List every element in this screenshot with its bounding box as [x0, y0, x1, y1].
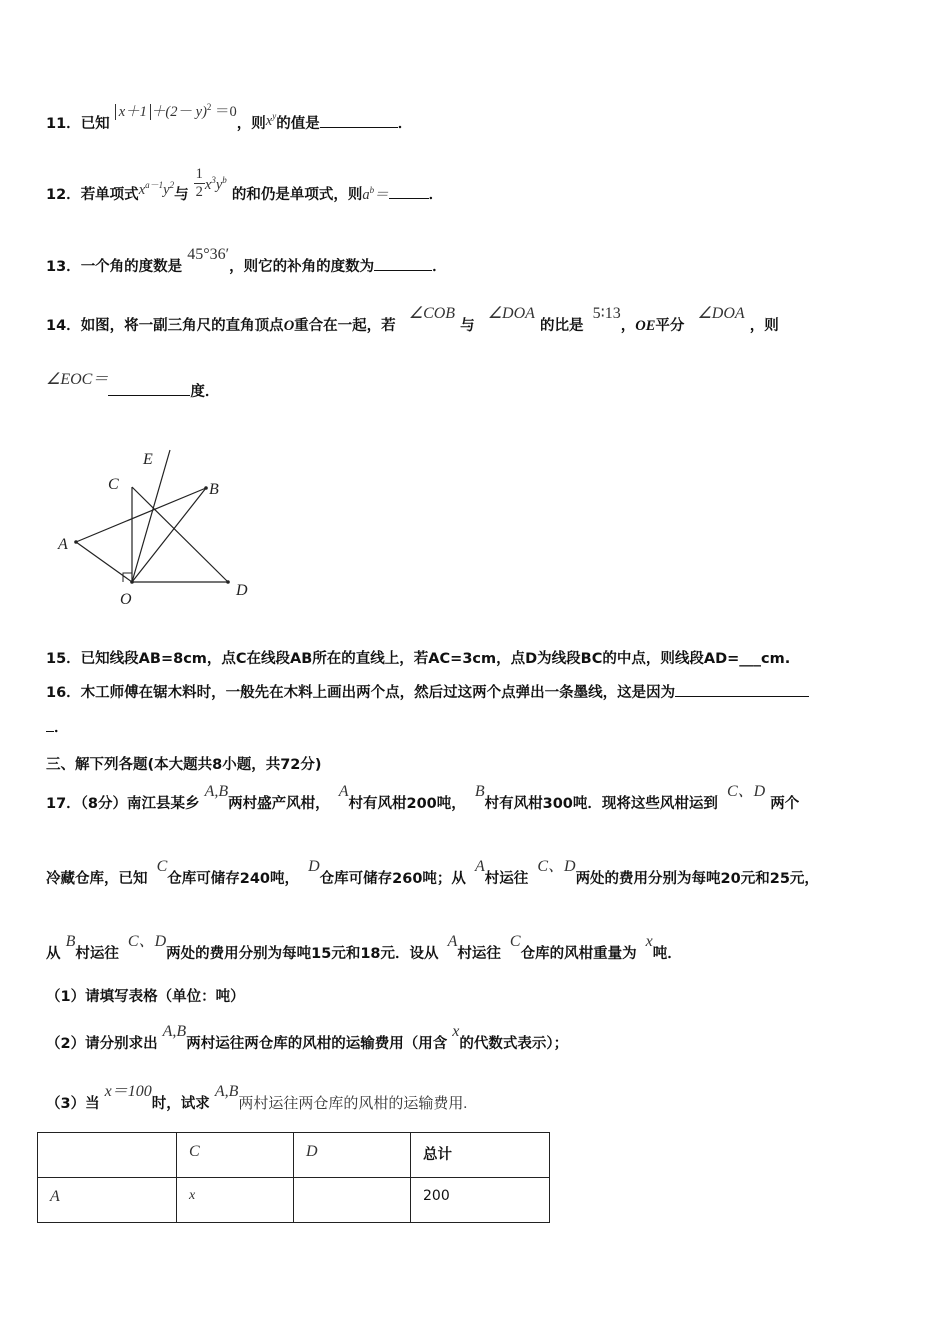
abs-expression: x＋1 [115, 104, 151, 120]
label-e: E [143, 451, 153, 468]
answer-blank[interactable] [46, 717, 54, 732]
question-text: 两处的费用分别为每吨20元和25元， [575, 871, 819, 887]
question-17-line2 [46, 858, 819, 888]
table-cell-a-total: 200 [411, 1178, 550, 1223]
warehouse-c: C [156, 858, 168, 875]
table-cell-ad[interactable] [294, 1178, 411, 1223]
point-d [226, 580, 230, 584]
question-text: 一个角的度数是 [80, 259, 183, 275]
question-text: 已知 [80, 116, 110, 132]
villages-ab: A,B [162, 1023, 187, 1040]
village-a: A [338, 783, 349, 800]
table-row [38, 1178, 550, 1223]
warehouse-c: C [509, 933, 521, 950]
question-17-part-1: （1）请填写表格（单位：吨） [46, 989, 245, 1005]
exponent: a－1 [145, 180, 164, 191]
ratio-value: 5∶13 [592, 305, 621, 322]
question-text: 两处的费用分别为每吨15元和18元．设从 [166, 946, 439, 962]
monomial-1 [139, 182, 174, 198]
warehouses-cd: C、D [537, 858, 576, 875]
question-text: 吨． [652, 946, 682, 962]
base: x [138, 182, 146, 198]
question-16-line2 [46, 716, 69, 737]
question-14-line2 [46, 371, 220, 401]
question-16 [46, 681, 809, 702]
punctuation: ， [620, 318, 636, 334]
question-text: （3）当 [46, 1096, 100, 1112]
expression-part: ＝0 [211, 104, 237, 120]
question-number: 12． [46, 187, 81, 203]
geometry-figure [50, 442, 270, 617]
village-a: A [474, 858, 485, 875]
question-text: 如图，将一副三角尺的直角顶点 [80, 318, 284, 334]
question-text: 重合在一起，若 [294, 318, 396, 334]
angle-eoc: ∠EOC＝ [46, 371, 109, 388]
ray-oe: OE [635, 318, 656, 334]
village-b: B [65, 933, 76, 950]
question-text: 仓库的风柑重量为 [520, 946, 637, 962]
label-a: A [58, 536, 68, 553]
segment-ob [132, 488, 206, 582]
question-text: 若单项式 [80, 187, 139, 203]
point-b [204, 486, 208, 490]
question-text: 村有风柑200吨， [348, 796, 466, 812]
village-a: A [447, 933, 458, 950]
question-17-part-3 [46, 1083, 468, 1113]
question-text: 时，试求 [151, 1096, 210, 1112]
label-d: D [236, 582, 248, 599]
label-o: O [120, 591, 132, 608]
exponent: 3 [211, 175, 216, 186]
question-text: 两村盛产风柑， [228, 796, 330, 812]
question-text: 与 [460, 318, 475, 334]
question-text: 与 [174, 187, 189, 203]
table-row-label-a: A [38, 1178, 177, 1223]
equation [115, 104, 237, 120]
answer-table [37, 1132, 550, 1223]
question-text: 从 [46, 946, 61, 962]
villages-ab: A,B [204, 783, 229, 800]
variable-x: x [645, 933, 653, 950]
table-header-d: D [294, 1133, 411, 1178]
villages-ab: A,B [214, 1083, 239, 1100]
question-text: 村运往 [484, 871, 529, 887]
angle-cob: ∠COB [408, 305, 456, 322]
question-text: 的和仍是单项式，则 [231, 187, 363, 203]
section-heading: 三、解下列各题(本大题共8小题，共72分) [46, 757, 322, 773]
answer-blank[interactable] [675, 682, 809, 697]
angle-doa: ∠DOA [697, 305, 745, 322]
answer-blank[interactable] [108, 381, 190, 396]
variable-x: x [452, 1023, 460, 1040]
table-header-c: C [177, 1133, 294, 1178]
question-text: 两村运往两仓库的风柑的运输费用（用含 [186, 1036, 448, 1052]
answer-expression [362, 187, 388, 203]
question-number: 14． [46, 318, 81, 334]
question-text: 的比是 [540, 318, 584, 334]
label-c: C [108, 476, 119, 493]
question-text: 两个 [770, 796, 800, 812]
base: x [265, 113, 273, 129]
exponent: y [272, 111, 277, 122]
answer-blank[interactable] [374, 256, 432, 271]
angle-value: 45°36′ [187, 246, 230, 263]
table-cell-ac[interactable]: x [177, 1178, 294, 1223]
table-cell [38, 1133, 177, 1178]
question-text: ，则 [236, 116, 266, 132]
question-text: ，则 [749, 318, 779, 334]
question-text: 平分 [655, 318, 685, 334]
question-text: （2）请分别求出 [46, 1036, 158, 1052]
question-15: 15．已知线段AB=8cm，点C在线段AB所在的直线上，若AC=3cm，点D为线段BC的中点，则线段AD=___cm. [46, 651, 791, 667]
question-text: 的值是 [276, 116, 320, 132]
punctuation: ． [54, 720, 69, 736]
condition-x: x＝100 [104, 1083, 152, 1100]
base: a [362, 187, 370, 203]
numerator: 1 [195, 165, 203, 182]
exponent: 2 [169, 180, 175, 191]
question-17-part-2 [46, 1023, 569, 1053]
question-13 [46, 246, 447, 276]
question-14 [46, 305, 779, 335]
angle-doa: ∠DOA [487, 305, 535, 322]
point-o: O [283, 318, 295, 334]
power-expression [266, 113, 276, 129]
question-text: 度． [190, 384, 220, 400]
table-header-total: 总计 [411, 1133, 550, 1178]
table-header-row [38, 1133, 550, 1178]
question-text: 村运往 [75, 946, 119, 962]
point-o [130, 580, 134, 584]
answer-blank[interactable] [389, 184, 429, 199]
label-b: B [209, 481, 219, 498]
equals-sign: ＝ [374, 187, 389, 203]
question-text: 的代数式表示）； [459, 1036, 569, 1052]
question-text: 仓库可储存240吨， [167, 871, 300, 887]
question-12 [46, 165, 444, 204]
question-11 [46, 102, 413, 133]
exponent: b [222, 175, 227, 186]
question-text: 两村运往两仓库的风柑的运输费用. [238, 1096, 468, 1112]
question-text: 仓库可储存260吨；从 [319, 871, 466, 887]
monomial-2 [205, 177, 227, 193]
exponent: b [369, 185, 375, 196]
answer-blank[interactable] [320, 113, 398, 128]
question-text: 村有风柑300吨．现将这些风柑运到 [484, 796, 718, 812]
question-number: 11． [46, 116, 81, 132]
punctuation: ． [432, 259, 447, 275]
warehouses-cd: C、D [127, 933, 167, 950]
question-text: 村运往 [457, 946, 501, 962]
base: y [163, 182, 170, 198]
warehouse-d: D [308, 858, 320, 875]
expression-part: ＋(2－ y) [150, 104, 207, 120]
denominator: 2 [195, 183, 203, 200]
base: y [215, 177, 223, 193]
point-a [74, 540, 78, 544]
question-text: 16．木工师傅在锯木料时，一般先在木料上画出两个点，然后过这两个点弹出一条墨线，这是因为 [46, 685, 676, 701]
segment-ao [76, 542, 132, 582]
question-text: 冷藏仓库，已知 [46, 871, 148, 887]
punctuation: ． [397, 116, 413, 132]
fraction-one-half [194, 166, 205, 201]
question-number: 13． [46, 259, 81, 275]
village-b: B [474, 783, 485, 800]
segment-cd [132, 487, 228, 582]
exponent: 2 [206, 102, 212, 113]
punctuation: ． [428, 187, 444, 203]
base: x [204, 177, 212, 193]
question-text: ，则它的补角的度数为 [229, 259, 375, 275]
question-text: 17．（8分）南江县某乡 [46, 796, 200, 812]
question-17-line3 [46, 933, 682, 963]
warehouses-cd: C、D [726, 783, 766, 800]
question-17 [46, 783, 800, 813]
